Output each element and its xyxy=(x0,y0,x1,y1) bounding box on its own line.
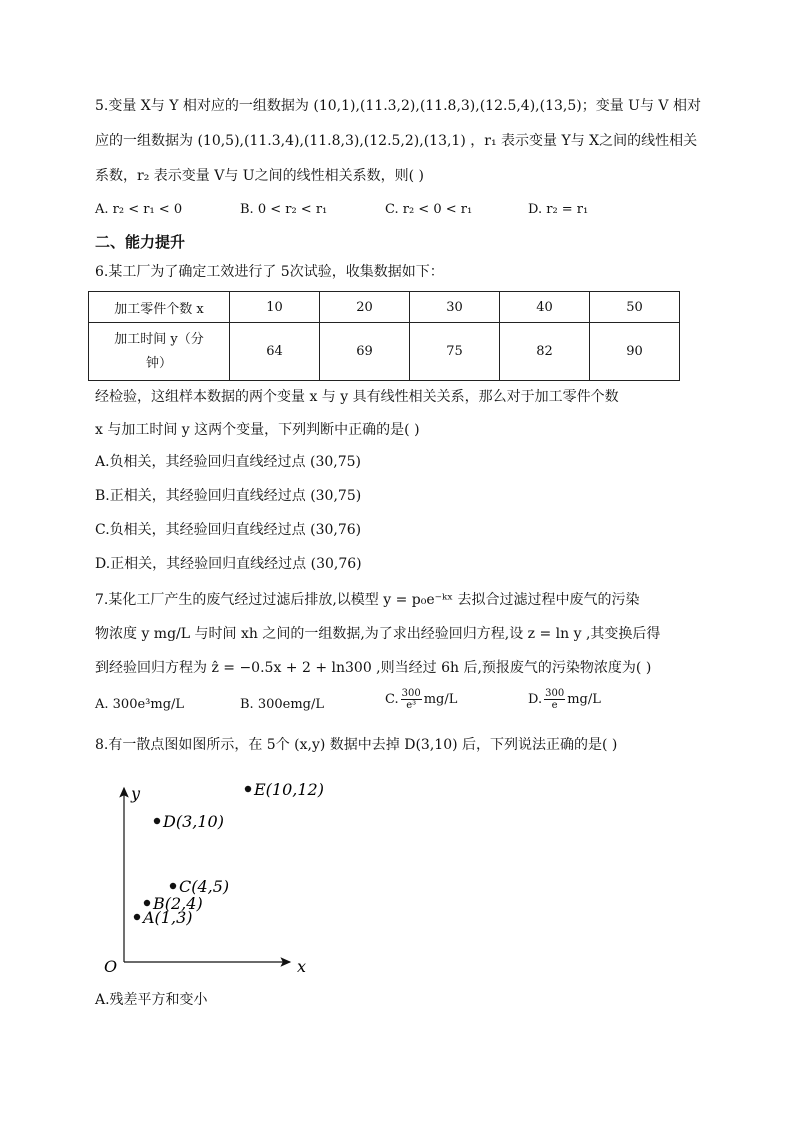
section-heading: 二、能力提升 xyxy=(95,233,186,251)
q7-line3: 到经验回归方程为 ẑ = −0.5x + 2 + ln300 ,则当经过 6h 后,预报废气的污染物浓度为( ) xyxy=(95,660,652,676)
q7-option-d xyxy=(528,688,601,711)
point-label: B(2,4) xyxy=(153,894,203,913)
q6-option-c: C.负相关，其经验回归直线经过点 (30,76) xyxy=(95,522,362,538)
q7-option-b: B. 300emg/L xyxy=(240,697,324,712)
q6-after-line2: x 与加工时间 y 这两个变量，下列判断中正确的是( ) xyxy=(95,422,420,438)
table-cell: 69 xyxy=(320,323,410,381)
table-cell: 64 xyxy=(230,323,320,381)
table-row xyxy=(89,292,680,323)
table-header-x: 加工零件个数 x xyxy=(89,292,230,323)
q5-option-a: A. r₂ < r₁ < 0 xyxy=(95,202,183,217)
q6-data-table xyxy=(88,291,680,381)
q7-option-c-unit: mg/L xyxy=(423,692,458,707)
q5-option-b: B. 0 < r₂ < r₁ xyxy=(240,202,328,217)
q5-option-c: C. r₂ < 0 < r₁ xyxy=(385,202,473,217)
table-row xyxy=(89,323,680,381)
y-axis-label: y xyxy=(131,784,141,803)
q5-option-d: D. r₂ = r₁ xyxy=(528,202,589,217)
scatter-point xyxy=(134,914,140,920)
q7-option-c-fraction xyxy=(401,688,422,711)
q5-line3: 系数，r₂ 表示变量 V与 U之间的线性相关系数，则( ) xyxy=(95,168,424,184)
table-cell: 30 xyxy=(410,292,500,323)
scatter-point xyxy=(245,786,251,792)
q7-option-a: A. 300e³mg/L xyxy=(95,697,185,712)
table-cell: 82 xyxy=(500,323,590,381)
scatter-point xyxy=(154,818,160,824)
fraction-numerator: 300 xyxy=(401,688,421,699)
scatter-point xyxy=(144,900,150,906)
fraction-denominator: e³ xyxy=(406,700,417,711)
q6-after-line1: 经检验，这组样本数据的两个变量 x 与 y 具有线性相关关系，那么对于加工零件个数 xyxy=(95,389,619,405)
q6-option-b: B.正相关，其经验回归直线经过点 (30,75) xyxy=(95,488,362,504)
table-cell: 40 xyxy=(500,292,590,323)
q7-option-d-prefix: D. xyxy=(528,692,543,707)
q7-option-d-unit: mg/L xyxy=(567,692,601,707)
q7-line2: 物浓度 y mg/L 与时间 xh 之间的一组数据,为了求出经验回归方程,设 z = ln y ,其变换后得 xyxy=(95,626,661,642)
x-axis-label: x xyxy=(297,957,307,976)
point-label: C(4,5) xyxy=(179,877,230,896)
table-cell: 75 xyxy=(410,323,500,381)
fraction-numerator: 300 xyxy=(545,688,565,699)
q5-line2: 应的一组数据为 (10,5),(11.3,4),(11.8,3),(12.5,2),(13,1) ，r₁ 表示变量 Y与 X之间的线性相关 xyxy=(95,133,698,149)
table-cell: 50 xyxy=(590,292,680,323)
q7-line1: 7.某化工厂产生的废气经过过滤后排放,以模型 y = p₀e⁻ᵏˣ 去拟合过滤过程中废气的污染 xyxy=(95,592,640,608)
q6-option-a: A.负相关，其经验回归直线经过点 (30,75) xyxy=(95,454,362,470)
q8-option-a: A.残差平方和变小 xyxy=(95,992,208,1008)
q7-option-c xyxy=(385,688,457,711)
q6-stem: 6.某工厂为了确定工效进行了 5次试验，收集数据如下： xyxy=(95,264,444,280)
origin-label: O xyxy=(104,957,118,976)
q8-stem: 8.有一散点图如图所示，在 5个 (x,y) 数据中去掉 D(3,10) 后，下列说法正确的是( ) xyxy=(95,737,618,753)
fraction-denominator: e xyxy=(551,700,558,711)
table-cell: 20 xyxy=(320,292,410,323)
point-label: A(1,3) xyxy=(143,908,193,927)
table-header-y xyxy=(89,323,230,381)
point-label: D(3,10) xyxy=(163,812,224,831)
table-header-y-b: 钟） xyxy=(145,355,172,371)
table-cell: 10 xyxy=(230,292,320,323)
q6-option-d: D.正相关，其经验回归直线经过点 (30,76) xyxy=(95,556,362,572)
scatter-point xyxy=(170,883,176,889)
q7-option-c-prefix: C. xyxy=(385,692,399,707)
point-label: E(10,12) xyxy=(254,780,324,799)
table-cell: 90 xyxy=(590,323,680,381)
q5-line1: 5.变量 X与 Y 相对应的一组数据为 (10,1),(11.3,2),(11.8,3),(12.5,4),(13,5)；变量 U与 V 相对 xyxy=(95,98,701,114)
table-header-y-a: 加工时间 y（分 xyxy=(114,331,204,347)
q7-option-d-fraction xyxy=(544,688,565,711)
